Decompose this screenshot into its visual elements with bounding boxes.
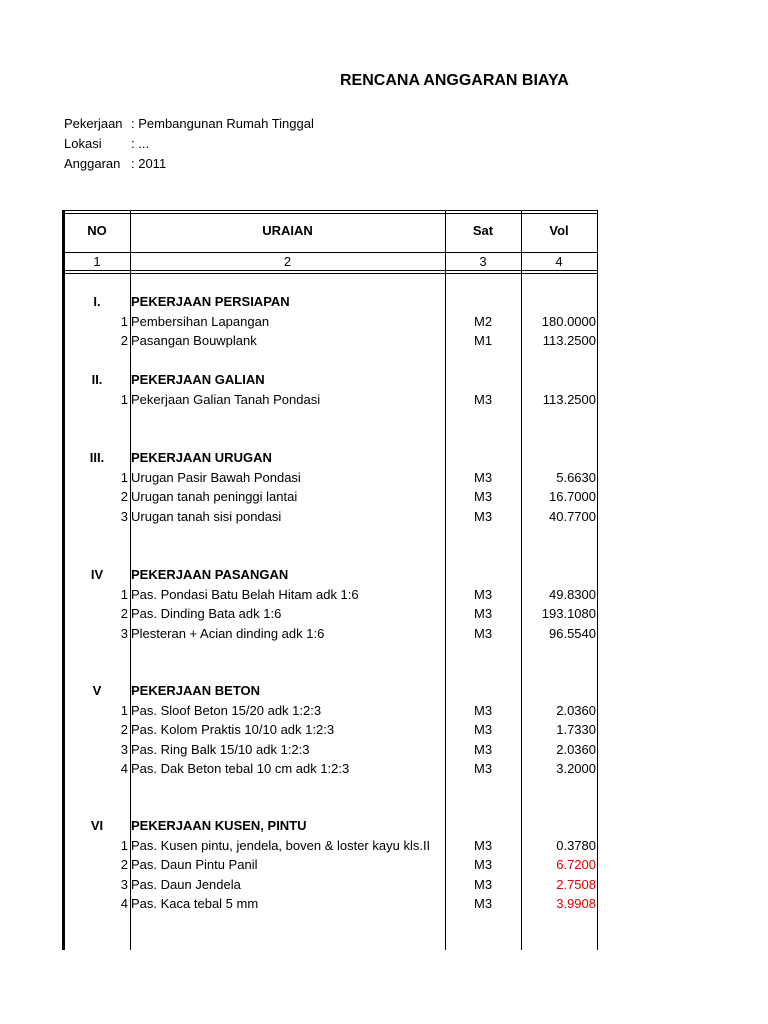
- item-volume: 96.5540: [549, 625, 596, 641]
- item-volume: 180.0000: [541, 313, 596, 329]
- item-number: 2: [120, 857, 128, 872]
- item-unit: M3: [474, 741, 493, 757]
- table-border-top: [62, 210, 598, 211]
- info-label: Anggaran: [64, 156, 121, 171]
- item-description: Pas. Ring Balk 15/10 adk 1:2:3: [131, 741, 310, 757]
- section-number: IV: [90, 567, 104, 582]
- info-label: Lokasi: [64, 136, 102, 151]
- item-number: 2: [120, 489, 128, 504]
- info-value: : 2011: [131, 156, 167, 171]
- table-border-top-inner: [62, 213, 598, 214]
- item-unit: M3: [474, 837, 493, 853]
- item-number: 3: [120, 625, 128, 641]
- colnum: 4: [555, 254, 563, 269]
- item-unit: M1: [474, 333, 493, 348]
- item-volume: 113.2500: [542, 333, 596, 348]
- item-description: Urugan tanah sisi pondasi: [131, 508, 282, 524]
- section-title: PEKERJAAN GALIAN: [131, 372, 265, 387]
- item-unit: M3: [474, 391, 493, 407]
- item-number: 2: [120, 722, 128, 737]
- item-number: 1: [120, 702, 128, 718]
- item-volume: 1.7330: [556, 722, 596, 737]
- item-number: 1: [120, 837, 128, 853]
- colnum-divider-inner: [62, 273, 598, 274]
- item-volume: 113.2500: [542, 391, 596, 407]
- item-description: Pas. Kusen pintu, jendela, boven & loster kayu kls.II: [131, 837, 431, 853]
- item-volume: 3.2000: [556, 761, 596, 776]
- item-unit: M3: [474, 469, 493, 485]
- header-uraian: URAIAN: [262, 223, 313, 238]
- item-volume: 0.3780: [556, 837, 596, 853]
- section-number: III.: [89, 450, 105, 465]
- item-description: Pas. Sloof Beton 15/20 adk 1:2:3: [131, 702, 322, 718]
- item-number: 3: [120, 741, 128, 757]
- item-volume: 16.7000: [549, 489, 596, 504]
- item-number: 1: [120, 313, 128, 329]
- section-number: II.: [91, 372, 103, 387]
- item-unit: M3: [474, 876, 493, 892]
- item-unit: M2: [474, 313, 493, 329]
- item-description: Pas. Dak Beton tebal 10 cm adk 1:2:3: [131, 761, 350, 776]
- column-divider: [445, 273, 446, 950]
- item-description: Urugan Pasir Bawah Pondasi: [131, 469, 301, 485]
- item-volume: 193.1080: [541, 606, 596, 621]
- item-number: 2: [120, 333, 128, 348]
- header-no: NO: [87, 223, 107, 238]
- table-border-right: [597, 210, 598, 950]
- section-number: I.: [93, 294, 101, 309]
- item-volume: 5.6630: [556, 469, 596, 485]
- info-value: : ...: [131, 136, 150, 151]
- item-volume: 6.7200: [556, 857, 596, 872]
- item-volume: 40.7700: [549, 508, 596, 524]
- item-volume: 2.7508: [556, 876, 596, 892]
- colnum: 2: [283, 254, 292, 269]
- item-unit: M3: [474, 761, 493, 776]
- header-sat: Sat: [472, 223, 494, 238]
- item-description: Pembersihan Lapangan: [131, 313, 270, 329]
- item-volume: 49.8300: [549, 586, 596, 602]
- item-description: Pas. Dinding Bata adk 1:6: [131, 606, 282, 621]
- item-number: 3: [120, 876, 128, 892]
- info-value: : Pembangunan Rumah Tinggal: [131, 116, 314, 131]
- item-unit: M3: [474, 857, 493, 872]
- item-number: 2: [120, 606, 128, 621]
- item-number: 1: [120, 469, 128, 485]
- item-description: Pekerjaan Galian Tanah Pondasi: [131, 391, 321, 407]
- item-description: Urugan tanah peninggi lantai: [131, 489, 298, 504]
- section-title: PEKERJAAN KUSEN, PINTU: [131, 818, 307, 833]
- page-title: RENCANA ANGGARAN BIAYA: [340, 72, 569, 89]
- item-unit: M3: [474, 722, 493, 737]
- info-label: Pekerjaan: [64, 116, 123, 131]
- item-unit: M3: [474, 508, 493, 524]
- section-title: PEKERJAAN PASANGAN: [131, 567, 289, 582]
- section-title: PEKERJAAN URUGAN: [131, 450, 272, 465]
- item-unit: M3: [474, 586, 493, 602]
- item-volume: 3.9908: [556, 896, 596, 911]
- colnum: 3: [479, 254, 487, 269]
- item-unit: M3: [474, 896, 493, 911]
- section-title: PEKERJAAN BETON: [131, 683, 261, 698]
- section-number: VI: [90, 818, 104, 833]
- item-number: 1: [120, 391, 128, 407]
- item-description: Pasangan Bouwplank: [131, 333, 257, 348]
- section-title: PEKERJAAN PERSIAPAN: [131, 294, 290, 309]
- section-number: V: [92, 683, 102, 698]
- item-description: Pas. Kaca tebal 5 mm: [131, 896, 259, 911]
- item-number: 4: [120, 761, 128, 776]
- item-description: Plesteran + Acian dinding adk 1:6: [131, 625, 325, 641]
- colnum: 1: [93, 254, 101, 269]
- item-volume: 2.0360: [556, 702, 596, 718]
- item-description: Pas. Kolom Praktis 10/10 adk 1:2:3: [131, 722, 335, 737]
- item-description: Pas. Daun Jendela: [131, 876, 241, 892]
- item-unit: M3: [474, 606, 493, 621]
- item-number: 4: [120, 896, 128, 911]
- item-description: Pas. Daun Pintu Panil: [131, 857, 258, 872]
- item-unit: M3: [474, 489, 493, 504]
- item-number: 3: [120, 508, 128, 524]
- item-volume: 2.0360: [556, 741, 596, 757]
- item-unit: M3: [474, 625, 493, 641]
- item-unit: M3: [474, 702, 493, 718]
- colnum-divider: [62, 270, 598, 271]
- item-description: Pas. Pondasi Batu Belah Hitam adk 1:6: [131, 586, 359, 602]
- header-vol: Vol: [549, 223, 569, 238]
- header-divider: [62, 252, 598, 253]
- item-number: 1: [120, 586, 128, 602]
